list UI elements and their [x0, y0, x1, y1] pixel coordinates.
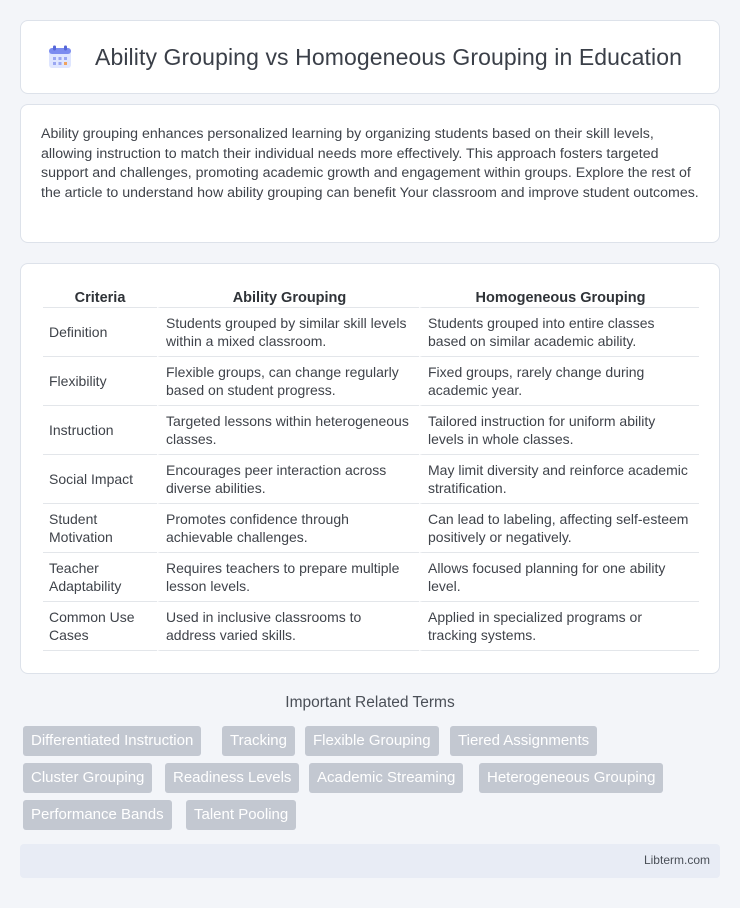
table-row — [43, 504, 699, 553]
related-term-tag[interactable]: Tracking — [222, 726, 295, 756]
related-term-tag[interactable]: Talent Pooling — [186, 800, 296, 830]
table-row — [43, 357, 699, 406]
criteria-cell: Instruction — [43, 406, 157, 455]
column-header: Ability Grouping — [157, 286, 419, 308]
header-card — [20, 20, 720, 94]
intro-paragraph: Ability grouping enhances personalized learning by organizing students based on their skill levels, allowing instruction to match their individual needs more effectively. This approach fosters targeted support and challenges, promoting academic growth and engagement within groups. Explore the rest of the article to understand how ability grouping can benefit Your classroom and improve student outcomes. — [41, 126, 699, 201]
homogeneous-cell: May limit diversity and reinforce academic stratification. — [419, 455, 699, 504]
related-term-tag[interactable]: Performance Bands — [23, 800, 172, 830]
related-terms-title: Important Related Terms — [285, 694, 455, 711]
related-term-tag[interactable]: Differentiated Instruction — [23, 726, 201, 756]
criteria-cell: Teacher Adaptability — [43, 553, 157, 602]
table-row — [43, 553, 699, 602]
column-header: Criteria — [43, 286, 157, 308]
criteria-cell: Flexibility — [43, 357, 157, 406]
footer — [20, 844, 720, 878]
related-term-tag[interactable]: Cluster Grouping — [23, 763, 152, 793]
comparison-table-card — [20, 263, 720, 674]
ability-cell: Flexible groups, can change regularly based on student progress. — [157, 357, 419, 406]
table-row — [43, 455, 699, 504]
related-term-tag[interactable]: Tiered Assignments — [450, 726, 597, 756]
table-row — [43, 602, 699, 651]
related-term-tag[interactable]: Flexible Grouping — [305, 726, 439, 756]
table-row — [43, 308, 699, 357]
criteria-cell: Social Impact — [43, 455, 157, 504]
table-row — [43, 406, 699, 455]
criteria-cell: Common Use Cases — [43, 602, 157, 651]
homogeneous-cell: Fixed groups, rarely change during academic year. — [419, 357, 699, 406]
homogeneous-cell: Applied in specialized programs or tracking systems. — [419, 602, 699, 651]
criteria-cell: Definition — [43, 308, 157, 357]
column-header: Homogeneous Grouping — [419, 286, 699, 308]
homogeneous-cell: Students grouped into entire classes based on similar academic ability. — [419, 308, 699, 357]
homogeneous-cell: Allows focused planning for one ability level. — [419, 553, 699, 602]
ability-cell: Promotes confidence through achievable challenges. — [157, 504, 419, 553]
ability-cell: Students grouped by similar skill levels within a mixed classroom. — [157, 308, 419, 357]
ability-cell: Encourages peer interaction across diverse abilities. — [157, 455, 419, 504]
page-title: Ability Grouping vs Homogeneous Grouping in Education — [95, 43, 683, 70]
ability-cell: Requires teachers to prepare multiple lesson levels. — [157, 553, 419, 602]
related-term-tag[interactable]: Heterogeneous Grouping — [479, 763, 663, 793]
calendar-icon — [47, 44, 73, 70]
criteria-cell: Student Motivation — [43, 504, 157, 553]
ability-cell: Targeted lessons within heterogeneous classes. — [157, 406, 419, 455]
homogeneous-cell: Can lead to labeling, affecting self-esteem positively or negatively. — [419, 504, 699, 553]
table-header-row — [43, 286, 699, 308]
ability-cell: Used in inclusive classrooms to address varied skills. — [157, 602, 419, 651]
footer-site-link[interactable]: Libterm.com — [643, 853, 710, 867]
intro-card — [20, 104, 720, 243]
comparison-table — [43, 286, 699, 651]
homogeneous-cell: Tailored instruction for uniform ability levels in whole classes. — [419, 406, 699, 455]
related-term-tag[interactable]: Academic Streaming — [309, 763, 463, 793]
related-term-tag[interactable]: Readiness Levels — [165, 763, 299, 793]
